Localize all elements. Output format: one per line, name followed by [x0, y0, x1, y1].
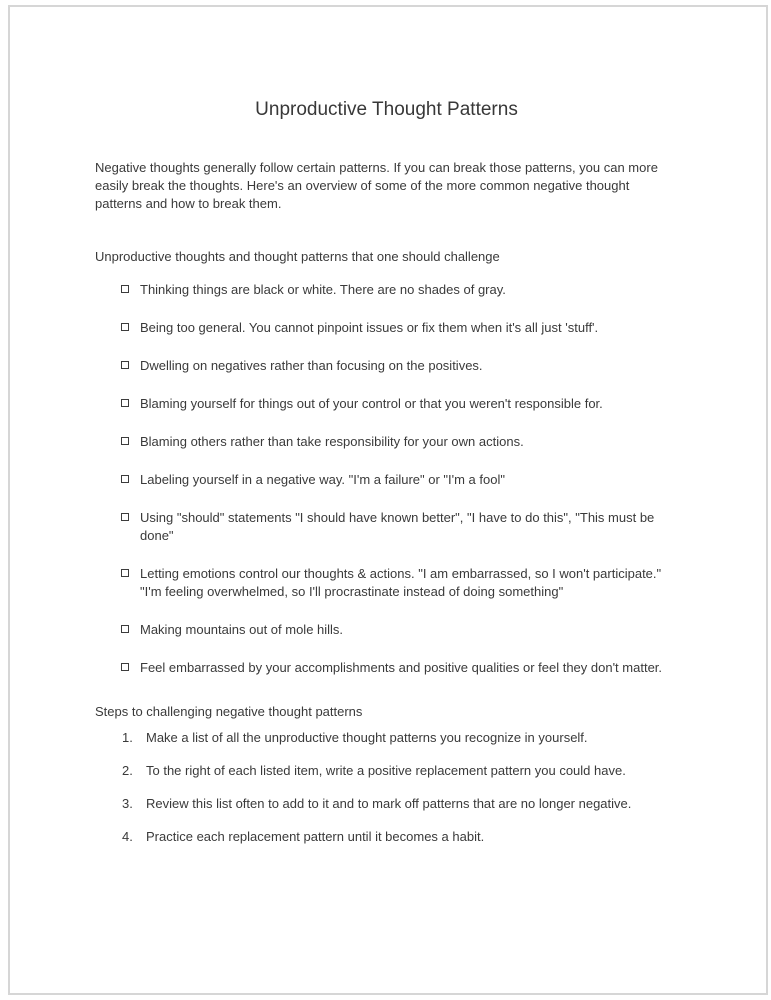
checklist-item-text: Labeling yourself in a negative way. "I'm a failure" or "I'm a fool": [140, 472, 505, 487]
checklist-item: [121, 509, 678, 545]
empty-checkbox-icon: [121, 323, 129, 331]
checklist-item-text: Making mountains out of mole hills.: [140, 622, 344, 637]
step-item: [122, 762, 678, 780]
empty-checkbox-icon: [121, 569, 129, 577]
step-text: Review this list often to add to it and to mark off patterns that are no longer negative.: [146, 796, 632, 811]
checklist-heading: Unproductive thoughts and thought patterns that one should challenge: [95, 249, 500, 264]
empty-checkbox-icon: [121, 399, 129, 407]
empty-checkbox-icon: [121, 285, 129, 293]
checklist-item: [121, 281, 678, 299]
step-number: 2.: [122, 763, 133, 778]
empty-checkbox-icon: [121, 513, 129, 521]
checklist-item: [121, 395, 678, 413]
empty-checkbox-icon: [121, 437, 129, 445]
intro-paragraph: Negative thoughts generally follow certain patterns. If you can break those patterns, you can more easily break the thoughts. Here's an overview of some of the more common negative thought patterns and how to break them.: [95, 160, 658, 211]
checklist-item: [121, 319, 678, 337]
empty-checkbox-icon: [121, 475, 129, 483]
step-item: [122, 795, 678, 813]
step-item: [122, 729, 678, 747]
checklist-item: [121, 565, 678, 601]
checklist-item: [121, 621, 678, 639]
steps-list: [95, 729, 678, 846]
checklist-item-text: Thinking things are black or white. There are no shades of gray.: [140, 282, 506, 297]
step-number: 1.: [122, 730, 133, 745]
checklist-item-text: Being too general. You cannot pinpoint issues or fix them when it's all just 'stuff'.: [140, 320, 599, 335]
step-number: 4.: [122, 829, 133, 844]
empty-checkbox-icon: [121, 663, 129, 671]
checklist-item: [121, 659, 678, 677]
page-content: [10, 98, 766, 846]
page-title: Unproductive Thought Patterns: [255, 99, 518, 120]
checklist-item: [121, 357, 678, 375]
checklist: [95, 281, 678, 677]
step-text: To the right of each listed item, write a positive replacement pattern you could have.: [146, 763, 626, 778]
empty-checkbox-icon: [121, 361, 129, 369]
steps-heading: Steps to challenging negative thought patterns: [95, 704, 363, 719]
checklist-item-text: Using "should" statements "I should have known better", "I have to do this", "This must be done": [140, 510, 655, 543]
checklist-item-text: Dwelling on negatives rather than focusing on the positives.: [140, 358, 483, 373]
document-page: [8, 5, 768, 995]
checklist-item-text: Feel embarrassed by your accomplishments and positive qualities or feel they don't matter.: [140, 660, 663, 675]
step-text: Make a list of all the unproductive thought patterns you recognize in yourself.: [146, 730, 588, 745]
step-item: [122, 828, 678, 846]
checklist-item: [121, 471, 678, 489]
step-number: 3.: [122, 796, 133, 811]
checklist-item: [121, 433, 678, 451]
checklist-item-text: Blaming others rather than take responsibility for your own actions.: [140, 434, 524, 449]
step-text: Practice each replacement pattern until it becomes a habit.: [146, 829, 485, 844]
empty-checkbox-icon: [121, 625, 129, 633]
checklist-item-text: Letting emotions control our thoughts & actions. "I am embarrassed, so I won't participate." "I'm feeling overwhelmed, so I'll procrastinate instead of doing something": [140, 566, 662, 599]
checklist-item-text: Blaming yourself for things out of your control or that you weren't responsible for.: [140, 396, 603, 411]
